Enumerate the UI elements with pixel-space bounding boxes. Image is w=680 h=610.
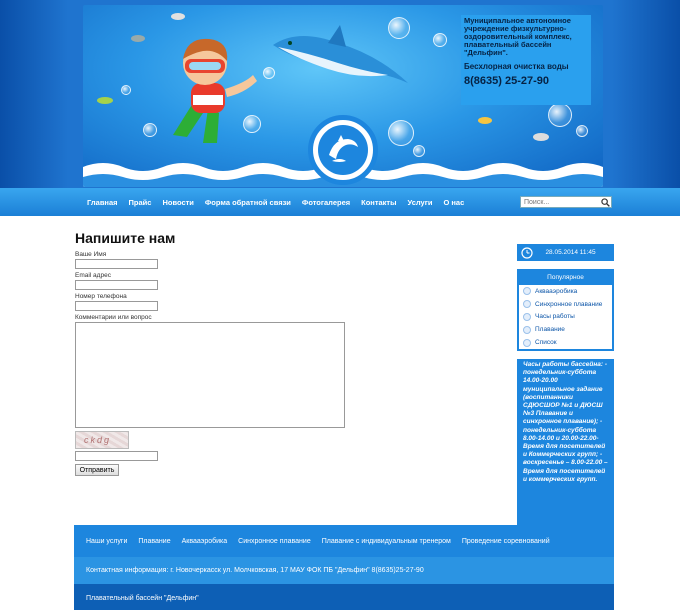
comment-textarea[interactable] [75, 322, 345, 428]
dolphin-logo-icon [326, 135, 360, 165]
working-hours: Часы работы бассейна: - понедельник-суббота 14.00-20.00 муниципальное задание (воспитанники СДЮСШОР №1 и ДЮСШ №3 Плавание и синхронное плавание); - понедельник-суббота 8.00-14.00 и 20.00-22.00- Время для посетителей и Коммерческих групп; - воскресенье – 8.00-22.00 – Время для посетителей и коммерческих групп. [517, 359, 614, 525]
search-icon[interactable] [599, 197, 611, 207]
bubble [576, 125, 588, 137]
fish [171, 13, 185, 20]
nav-item-price[interactable]: Прайс [128, 197, 152, 207]
popular-title: Популярное [519, 271, 612, 285]
footer-link-services[interactable]: Наши услуги [86, 537, 128, 545]
popular-item[interactable] [519, 323, 612, 336]
org-name: Муниципальное автономное учреждение физкультурно-оздоровительный комплекс, плавательный бассейн "Дельфин". [464, 16, 572, 57]
bullet-icon [523, 313, 531, 321]
bullet-icon [523, 339, 531, 347]
bubble [433, 33, 447, 47]
bubble [388, 120, 414, 146]
popular-item-label: Плавание [535, 326, 565, 334]
diver-boy-illustration [153, 25, 273, 145]
footer-link-synchro[interactable]: Синхронное плавание [238, 537, 311, 545]
datetime-box [517, 244, 614, 261]
footer-links [74, 525, 614, 557]
popular-item[interactable] [519, 285, 612, 298]
name-label: Ваше Имя [75, 251, 107, 258]
popular-item-label: Синхронное плавание [535, 300, 603, 308]
bubble [548, 103, 572, 127]
fish [478, 117, 492, 124]
footer-link-trainer[interactable]: Плавание с индивидуальным тренером [321, 537, 451, 545]
bullet-icon [523, 287, 531, 295]
search-input[interactable] [521, 197, 599, 207]
nav-item-news[interactable]: Новости [162, 197, 194, 207]
nav-item-home[interactable]: Главная [87, 197, 118, 207]
popular-item[interactable] [519, 336, 612, 349]
clock-icon [521, 247, 533, 259]
nav-item-gallery[interactable]: Фотогалерея [301, 197, 351, 207]
footer-link-swimming[interactable]: Плавание [138, 537, 171, 545]
footer-copyright: Плавательный бассейн "Дельфин" [74, 584, 614, 610]
popular-item[interactable] [519, 298, 612, 311]
search-box [520, 196, 612, 208]
popular-item[interactable] [519, 311, 612, 324]
contact-form [74, 230, 514, 476]
footer-link-aquaaerobics[interactable]: Аквааэробика [181, 537, 228, 545]
email-field[interactable] [75, 280, 158, 290]
nav-item-contacts[interactable]: Контакты [361, 197, 397, 207]
nav-item-about[interactable]: О нас [443, 197, 465, 207]
fish [533, 133, 549, 141]
bullet-icon [523, 326, 531, 334]
bullet-icon [523, 300, 531, 308]
sidebar [517, 244, 614, 525]
dolphin-illustration [268, 23, 418, 103]
bubble [121, 85, 131, 95]
popular-item-label: Часы работы [535, 313, 575, 321]
datetime-text: 28.05.2014 11:45 [545, 249, 596, 256]
popular-item-label: Аквааэробика [535, 287, 578, 295]
header-info-box [461, 15, 591, 105]
phone-field[interactable] [75, 301, 158, 311]
popular-item-label: Список [535, 339, 557, 347]
header-phone: 8(8635) 25-27-90 [464, 75, 550, 87]
comment-label: Комментарии или вопрос [75, 314, 152, 321]
popular-box [517, 269, 614, 351]
name-field[interactable] [75, 259, 158, 269]
nav-item-services[interactable]: Услуги [407, 197, 433, 207]
phone-label: Номер телефона [75, 293, 127, 300]
email-label: Email адрес [75, 272, 111, 279]
header-banner [83, 5, 603, 187]
fish [97, 97, 113, 104]
slogan: Бесхлорная очистка воды [464, 62, 569, 71]
captcha-image: ckdg [75, 431, 129, 449]
footer-link-competitions[interactable]: Проведение соревнований [461, 537, 550, 545]
dolphin-logo [308, 115, 378, 185]
page-title: Напишите нам [75, 230, 176, 246]
footer-contact: Контактная информация: г. Новочеркасск ул. Молчковская, 17 МАУ ФОК ПБ "Дельфин" 8(8635)25-27-90 [74, 557, 614, 584]
fish [131, 35, 145, 42]
captcha-field[interactable] [75, 451, 158, 461]
submit-button[interactable]: Отправить [75, 464, 119, 476]
nav-item-feedback[interactable]: Форма обратной связи [204, 197, 291, 207]
